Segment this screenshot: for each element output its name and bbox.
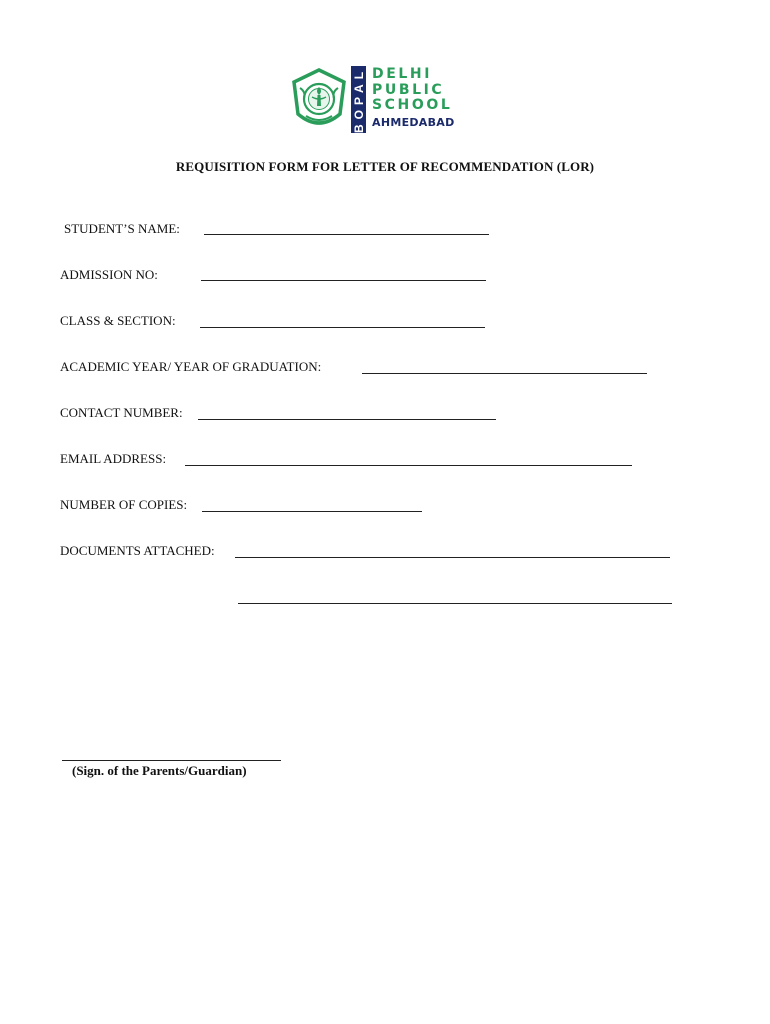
number-of-copies-label: NUMBER OF COPIES: — [60, 497, 188, 512]
contact-number-field[interactable] — [198, 419, 496, 420]
branch-bar — [351, 66, 366, 133]
school-name-line-2: PUBLIC — [372, 81, 445, 98]
admission-no-field[interactable] — [201, 280, 486, 281]
documents-attached-field-2[interactable] — [238, 603, 672, 604]
branch-label: BOPAL — [351, 66, 366, 133]
student-name-field[interactable] — [204, 234, 489, 235]
school-name-line-1: DELHI — [372, 66, 433, 82]
email-address-label: EMAIL ADDRESS: — [60, 451, 167, 466]
form-title: REQUISITION FORM FOR LETTER OF RECOMMENDATION (LOR) — [175, 159, 595, 174]
school-wordmark — [372, 67, 455, 130]
signature-label: (Sign. of the Parents/Guardian) — [72, 763, 247, 778]
email-address-field[interactable] — [185, 465, 632, 466]
number-of-copies-field[interactable] — [202, 511, 422, 512]
contact-number-label: CONTACT NUMBER: — [60, 405, 183, 420]
academic-year-field[interactable] — [362, 373, 647, 374]
class-section-field[interactable] — [200, 327, 485, 328]
documents-attached-label: DOCUMENTS ATTACHED: — [60, 543, 215, 558]
signature-field[interactable] — [62, 760, 281, 761]
school-crest-icon — [290, 68, 348, 130]
class-section-label: CLASS & SECTION: — [60, 313, 176, 328]
admission-no-label: ADMISSION NO: — [60, 267, 158, 282]
student-name-label: STUDENT’S NAME: — [64, 221, 180, 236]
school-name-line-3: SCHOOL — [372, 97, 453, 113]
school-city: AHMEDABAD — [372, 115, 455, 129]
academic-year-label: ACADEMIC YEAR/ YEAR OF GRADUATION: — [60, 359, 322, 374]
documents-attached-field[interactable] — [235, 557, 670, 558]
